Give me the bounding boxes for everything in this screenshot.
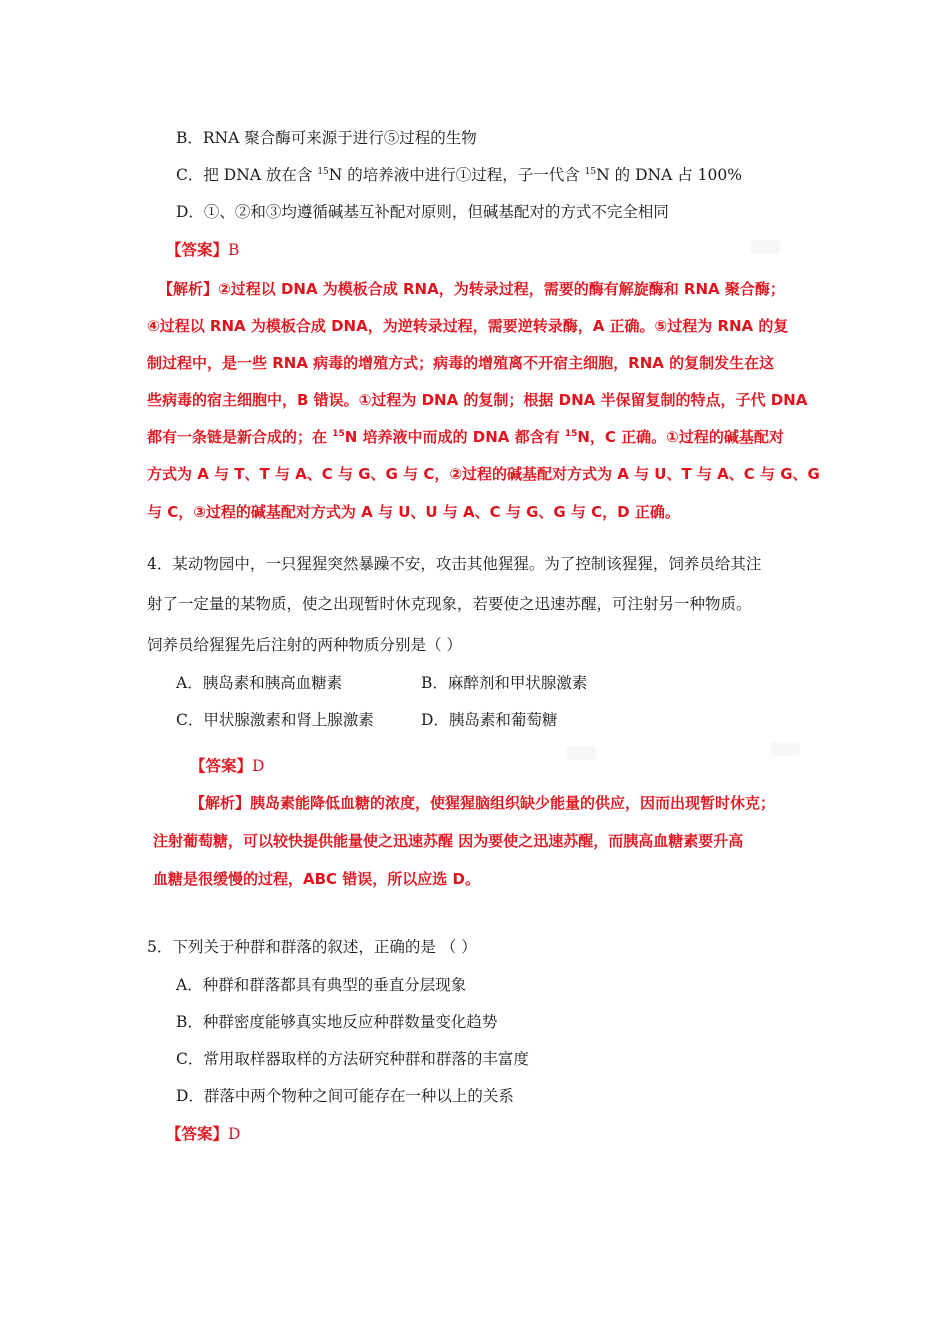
q5-answer [166, 1124, 240, 1144]
q3-option-c: C．把 DNA 放在含 $^{15}$N 的培养液中进行①过程，子一代含 $^{15}$N 的 DNA 占 100% [176, 166, 742, 184]
q3-analysis-line-1: 【解析】②过程以 DNA 为模板合成 RNA，为转录过程，需要的酶有解旋酶和 RNA 聚合酶； [158, 280, 785, 298]
q4-answer [190, 756, 264, 776]
analysis-tag: 【解析】 [158, 280, 219, 298]
answer-value: B [228, 241, 240, 259]
q3-analysis-line-7: 与 C，③过程的碱基配对方式为 A 与 U、U 与 A、C 与 G、G 与 C，D 正确。 [147, 503, 680, 521]
q4-analysis-line-3: 血糖是很缓慢的过程，ABC 错误，所以应选 D。 [153, 870, 480, 888]
answer-tag: 【答案】 [166, 241, 229, 259]
q5-stem: 5．下列关于种群和群落的叙述，正确的是 （ ） [147, 938, 477, 956]
analysis-tag: 【解析】 [190, 794, 251, 812]
q5-option-a: A．种群和群落都具有典型的垂直分层现象 [176, 976, 467, 994]
q5-option-d: D．群落中两个物种之间可能存在一种以上的关系 [176, 1087, 514, 1105]
q4-stem-line-1: 4．某动物园中，一只猩猩突然暴躁不安，攻击其他猩猩。为了控制该猩猩，饲养员给其注 [147, 555, 762, 573]
q5-option-b: B．种群密度能够真实地反应种群数量变化趋势 [176, 1013, 498, 1031]
q3-analysis-line-6: 方式为 A 与 T、T 与 A、C 与 G、G 与 C，②过程的碱基配对方式为 A 与 U、T 与 A、C 与 G、G [147, 465, 820, 483]
q4-option-c: C．甲状腺激素和肾上腺激素 [176, 711, 374, 729]
q4-option-a: A．胰岛素和胰高血糖素 [176, 674, 343, 692]
watermark-mark [770, 742, 800, 756]
watermark-mark [750, 240, 780, 254]
q3-option-b: B．RNA 聚合酶可来源于进行⑤过程的生物 [176, 129, 477, 147]
q3-analysis-line-3: 制过程中，是一些 RNA 病毒的增殖方式；病毒的增殖离不开宿主细胞，RNA 的复制发生在这 [147, 354, 775, 372]
answer-tag: 【答案】 [166, 1125, 229, 1143]
q4-stem-line-3: 饲养员给猩猩先后注射的两种物质分别是（ ） [147, 636, 462, 654]
q3-option-d: D．①、②和③均遵循碱基互补配对原则，但碱基配对的方式不完全相同 [176, 203, 669, 221]
q3-analysis-line-5: 都有一条链是新合成的；在 $^{15}$N 培养液中而成的 DNA 都含有 $^{15}$N，C 正确。①过程的碱基配对 [147, 428, 784, 446]
q5-option-c: C．常用取样器取样的方法研究种群和群落的丰富度 [176, 1050, 529, 1068]
q3-analysis-line-4: 些病毒的宿主细胞中，B 错误。①过程为 DNA 的复制；根据 DNA 半保留复制的特点，子代 DNA [147, 391, 808, 409]
answer-value: D [252, 757, 265, 775]
q3-analysis-line-2: ④过程以 RNA 为模板合成 DNA，为逆转录过程，需要逆转录酶，A 正确。⑤过程为 RNA 的复 [147, 317, 789, 335]
answer-tag: 【答案】 [190, 757, 253, 775]
q4-analysis-line-1: 【解析】胰岛素能降低血糖的浓度，使猩猩脑组织缺少能量的供应，因而出现暂时休克； [190, 794, 776, 812]
q4-analysis-line-2: 注射葡萄糖，可以较快提供能量使之迅速苏醒 因为要使之迅速苏醒，而胰高血糖素要升高 [153, 832, 744, 850]
q4-stem-line-2: 射了一定量的某物质，使之出现暂时休克现象，若要使之迅速苏醒，可注射另一种物质。 [147, 595, 752, 613]
q3-answer [166, 240, 239, 260]
q4-option-d: D．胰岛素和葡萄糖 [421, 711, 558, 729]
q4-option-b: B．麻醉剂和甲状腺激素 [421, 674, 588, 692]
answer-value: D [228, 1125, 241, 1143]
watermark-mark [566, 746, 596, 760]
